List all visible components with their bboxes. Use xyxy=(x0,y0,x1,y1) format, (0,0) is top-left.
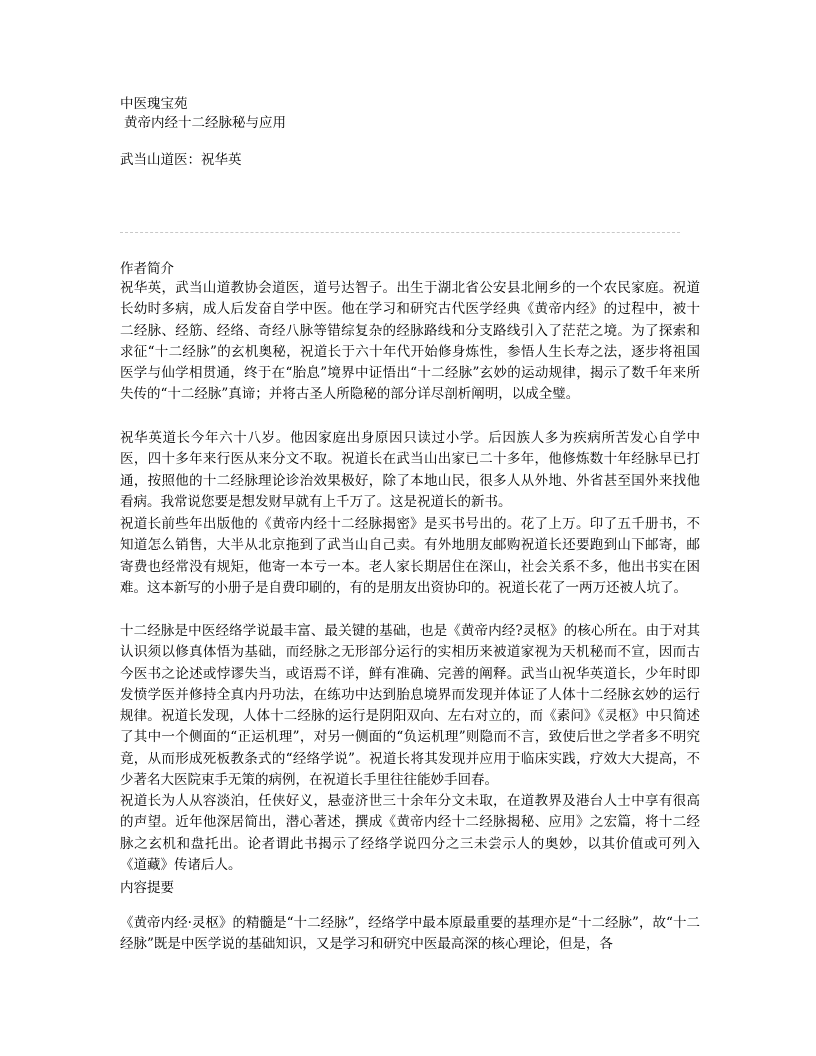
paragraph-age-practice: 祝华英道长今年六十八岁。他因家庭出身原因只读过小学。后因族人多为疾病所苦发心自学中医，四十多年来行医从来分文不取。祝道长在武当山出家已二十多年，他修炼数十年经脉早已打通，按照他的十二经脉理论诊治效果极好，除了本地山民，很多人从外地、外省甚至国外来找他看病。我常说您要是想发财早就有上千万了。这是祝道长的新书。 xyxy=(120,430,700,510)
summary-heading: 内容提要 xyxy=(120,880,174,896)
intro-heading: 作者简介 xyxy=(120,261,174,277)
paragraph-twelve-meridians: 十二经脉是中医经络学说最丰富、最关键的基础，也是《黄帝内经?灵枢》的核心所在。由于对其认识须以修真体悟为基础，而经脉之无形部分运行的实相历来被道家视为天机秘而不宣，因而古今医书之论述或悖谬失当，或语焉不详，鲜有准确、完善的阐释。武当山祝华英道长，少年时即发愤学医并修持全真内丹功法，在练功中达到胎息境界而发现并体证了人体十二经脉玄妙的运行规律。祝道长发现，人体十二经脉的运行是阴阳双向、左右对立的，而《素问》《灵枢》中只简述了其中一个侧面的“正运机理”，对另一侧面的“负运机理”则隐而不言，致使后世之学者多不明究竟，从而形成死板教条式的“经络学说”。祝道长将其发现并应用于临床实践，疗效大大提高，不少著名大医院束手无策的病例，在祝道长手里往往能妙手回春。 xyxy=(120,623,700,789)
series-title: 中医瑰宝苑 xyxy=(120,96,188,112)
section-divider xyxy=(120,232,680,233)
author-line: 武当山道医：祝华英 xyxy=(120,152,242,168)
paragraph-author-bio: 祝华英，武当山道教协会道医，道号达智子。出生于湖北省公安县北闸乡的一个农民家庭。祝道长幼时多病，成人后发奋自学中医。他在学习和研究古代医学经典《黄帝内经》的过程中，被十二经脉、经筋、经络、奇经八脉等错综复杂的经脉路线和分支路线引入了茫茫之境。为了探索和求征“十二经脉”的玄机奥秘，祝道长于六十年代开始修身炼性，参悟人生长寿之法，逐步将祖国医学与仙学相贯通，终于在“胎息”境界中证悟出“十二经脉”玄妙的运动规律，揭示了数千年来所失传的“十二经脉”真谛；并将古圣人所隐秘的部分详尽剖析阐明，以成全璧。 xyxy=(120,280,700,403)
paragraph-publishing: 祝道长前些年出版他的《黄帝内经十二经脉揭密》是买书号出的。花了上万。印了五千册书，不知道怎么销售，大半从北京拖到了武当山自己卖。有外地朋友邮购祝道长还要跑到山下邮寄，邮寄费也经常没有规矩，他寄一本亏一本。老人家长期居住在深山，社会关系不多，他出书实在困难。这本新写的小册子是自费印刷的，有的是朋友出资协印的。祝道长花了一两万还被人坑了。 xyxy=(120,516,700,596)
book-title: 黄帝内经十二经脉秘与应用 xyxy=(124,115,286,131)
paragraph-character: 祝道长为人从容淡泊，任侠好义，悬壶济世三十余年分文未取，在道教界及港台人士中享有很高的声望。近年他深居简出，潜心著述，撰成《黄帝内经十二经脉揭秘、应用》之宏篇，将十二经脉之玄机和盘托出。论者谓此书揭示了经络学说四分之三未尝示人的奥妙，以其价值或可列入《道藏》传诸后人。 xyxy=(120,793,700,873)
paragraph-summary: 《黄帝内经·灵枢》的精髓是“十二经脉”，经络学中最本原最重要的基理亦是“十二经脉”，故“十二经脉”既是中医学说的基础知识，又是学习和研究中医最高深的核心理论，但是，各 xyxy=(120,915,700,953)
